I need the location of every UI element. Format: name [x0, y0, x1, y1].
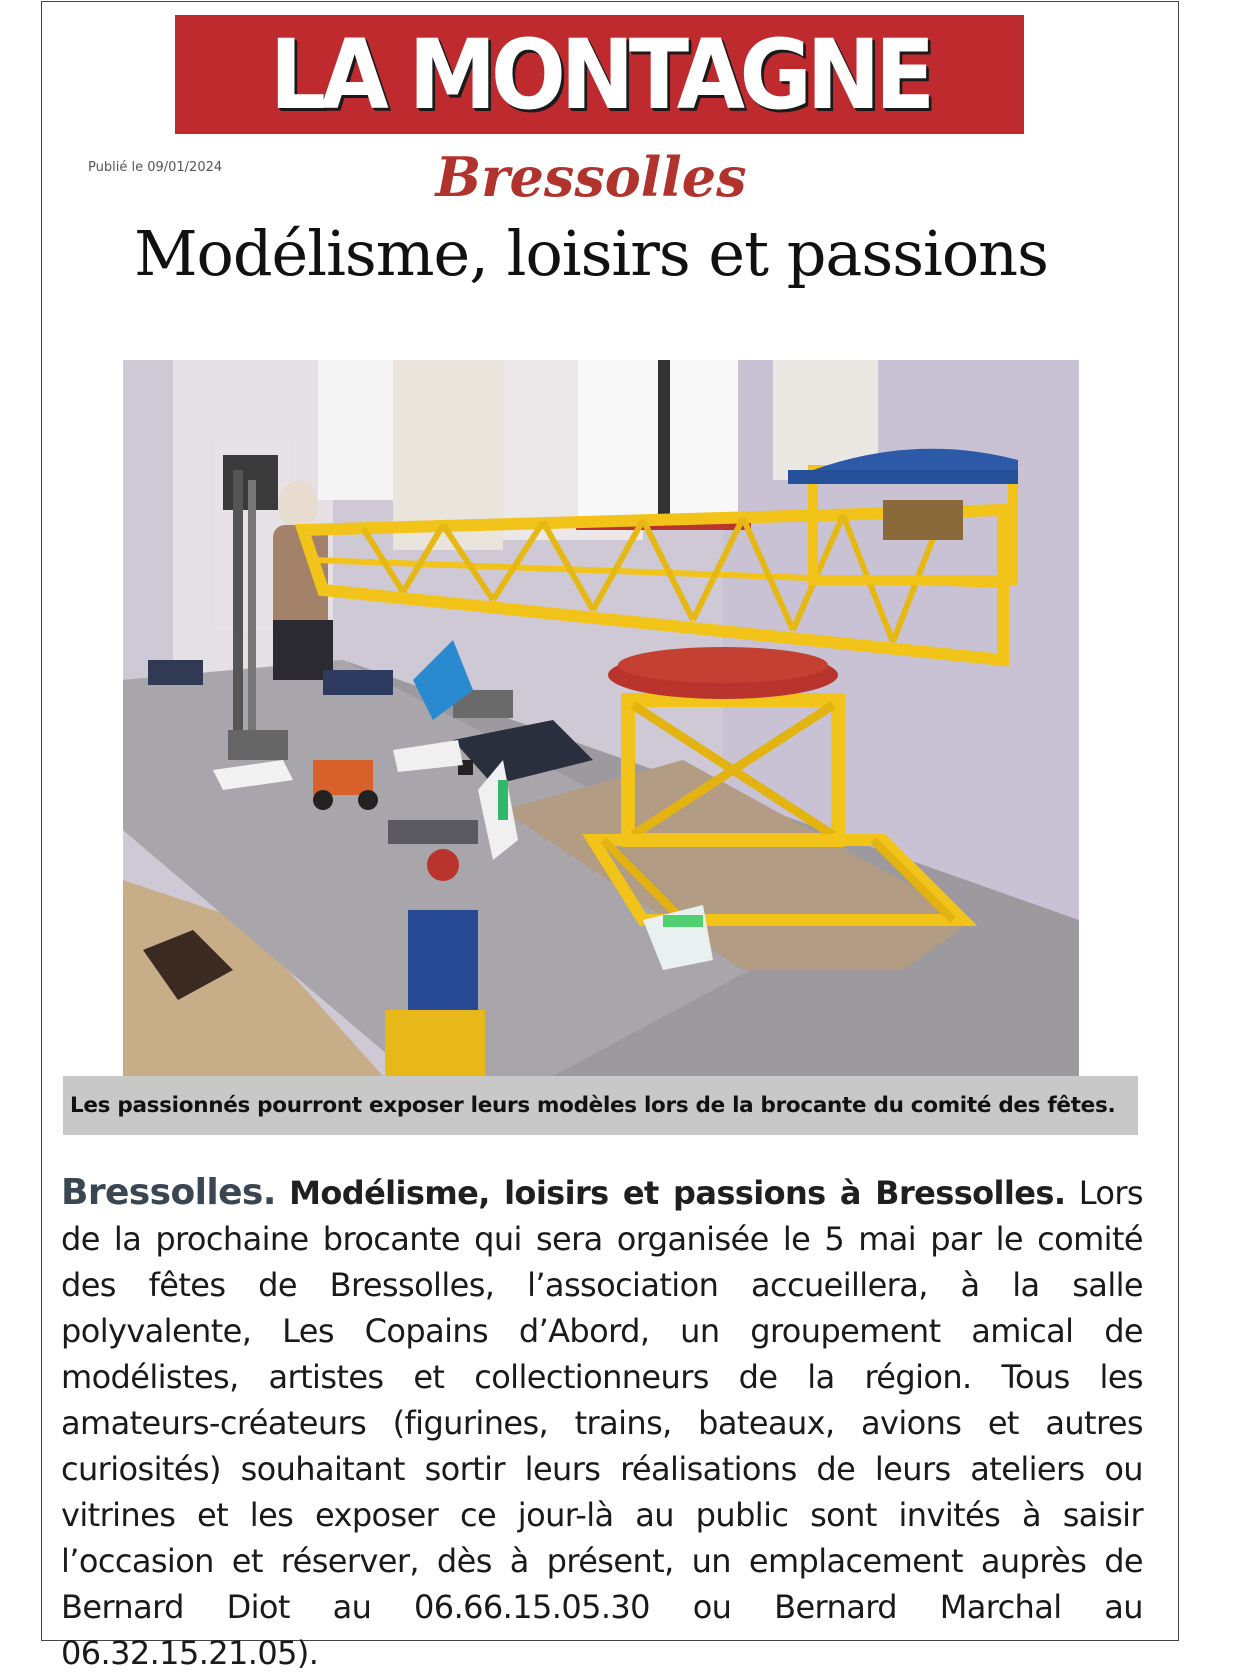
masthead-logo: LA MONTAGNE	[269, 18, 930, 131]
section-title: Bressolles	[435, 145, 747, 209]
photo-caption: Les passionnés pourront exposer leurs modèles lors de la brocante du comité des fêtes.	[63, 1076, 1138, 1135]
article-lead-place: Bressolles.	[61, 1172, 276, 1213]
publication-date: Publié le 09/01/2024	[88, 160, 223, 175]
article-text: Lors de la prochaine brocante qui sera organisée le 5 mai par le comité des fêtes de Bressolles, l’association accueillera, à la salle polyvalente, Les Copains d’Abord, un groupement amical de modélistes, artistes et collectionneurs de la région. Tous les amateurs-créateurs (figurines, trains, bateaux, avions et autres curiosités) souhaitant sortir leurs réalisations de leurs ateliers ou vitrines et les exposer ce jour-là au public sont invités à saisir l’occasion et réserver, dès à présent, un emplacement auprès de Bernard Diot au 06.66.15.05.30 ou Bernard Marchal au 06.32.15.21.05).	[61, 1174, 1143, 1672]
article-body	[61, 1170, 1143, 1676]
photo-illustration	[123, 360, 1079, 1076]
article-lead-title: Modélisme, loisirs et passions à Bressolles.	[289, 1174, 1066, 1212]
headline: Modélisme, loisirs et passions	[134, 217, 1048, 290]
masthead	[175, 15, 1024, 134]
article-photo	[123, 360, 1079, 1076]
